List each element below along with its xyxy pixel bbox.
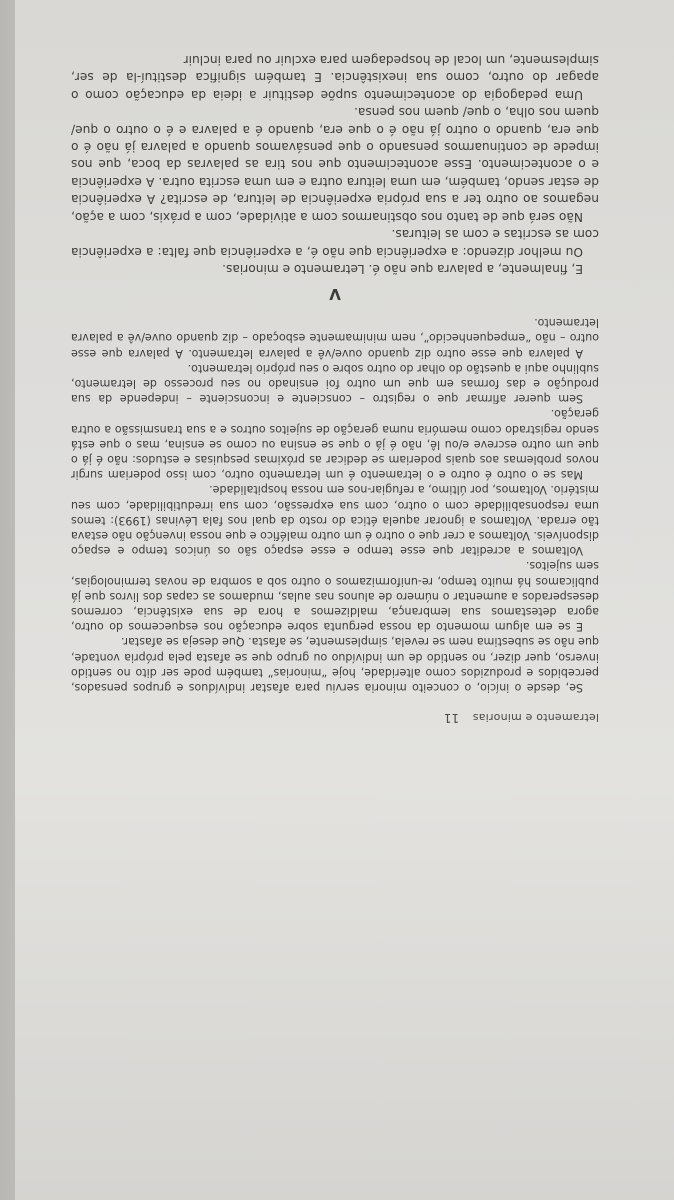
section-mark: V [329, 284, 341, 303]
paragraph: Uma pedagogia do acontecimento supõe destituir a ideia da educação como o apagar do outro, como sua inexistência. E também significa destituí-la de ser, simplesmente, um local de hospedagem para excluir ou para incluir [71, 53, 599, 102]
paragraph: E, finalmente, a palavra que não é. Letramento e minorias. [222, 261, 583, 276]
page-number: 11 [443, 711, 460, 725]
paragraph: E se em algum momento da nossa pergunta sobre educação nos esquecemos do outro, agora detestamos sua lembrança, maldizemos a hora de sua existência, corremos desesperados a aumentar o número de alunos nas aulas, mudamos as capas dos livros que já publicamos há muito tempo, re-uniformizamos o outro sob a sombra de novas terminologias, sem sujeitos. [71, 559, 599, 634]
paragraph: Se, desde o início, o conceito minoria serviu para afastar indivíduos e grupos pensados, percebidos e produzidos como alteridade, hoje “minorias” também pode ser dito no sentido inverso, quer dizer, no sentido de um indivíduo ou grupo que se afasta pela própria vontade, que não se subestima nem se revela, simplesmente, se afasta. Que deseja se afastar. [71, 635, 599, 694]
paragraph: Mas se o outro é outro e o letramento é um letramento outro, com isso poderiam surgir novos problemas aos quais poderiam se dedicar as próximas pesquisas e estudos: não é já o que um outro escreve e/ou lê, não é já o que se ensina ou como se ensina, mas o que está sendo registrado como memória numa geração de sujeitos outros e a sua transmissão a outra geração. [71, 407, 599, 482]
paragraph: Sem querer afirmar que o registro – consciente e inconsciente – independe da sua produção e das formas em que um outro foi ensinado no seu processo de letramento, sublinho aqui a questão do olhar do outro sobre o seu próprio letramento. [71, 361, 599, 406]
paragraph: Não será que de tanto nos obstinarmos com a atividade, com a práxis, com a ação, negamos ao outro ter a sua própria experiência de leitura, de escrita? A experiência de estar sendo, também, em uma leitura outra e em uma escrita outra. A experiência e o acontecimento. Esse acontecimento que nos tira as palavras da boca, que nos impede de continuarmos pensando o que pensávamos quando a palavra já não é o que era, quando o outro já não é o que era, quando é a palavra e é o outro o que/ quem nos olha, o que/ quem nos pensa. [71, 105, 599, 224]
rotated-page-content [15, 0, 674, 1200]
book-page [15, 0, 674, 1200]
paragraph: A palavra que esse outro diz quando ouve/vê a palavra letramento. A palavra que esse outro – não “empequenhecido”, nem minimamente esboçado – diz quando ouve/vê a palavra letramento. [71, 316, 599, 360]
paragraph: Voltamos a acreditar que esse tempo e esse espaço são os únicos tempo e espaço disponíveis. Voltamos a crer que o outro é um outro maléfico e que nossa invenção não estava tão errada. Voltamos a ignorar aquela ética do rosto da qual nos fala Lévinas (1993): temos uma responsabilidade com o outro, com sua expressão, com sua irredutibilidade, com seu mistério. Voltamos, por último, a refugiar-nos em nossa hospitalidade. [71, 483, 599, 558]
page-text-area [71, 0, 599, 725]
running-head [71, 711, 599, 725]
paragraph: Ou melhor dizendo: a experiência que não é, a experiência que falta: a experiência com as escritas e com as leituras. [71, 227, 599, 259]
running-head-title: letramento e minorias [472, 711, 599, 724]
